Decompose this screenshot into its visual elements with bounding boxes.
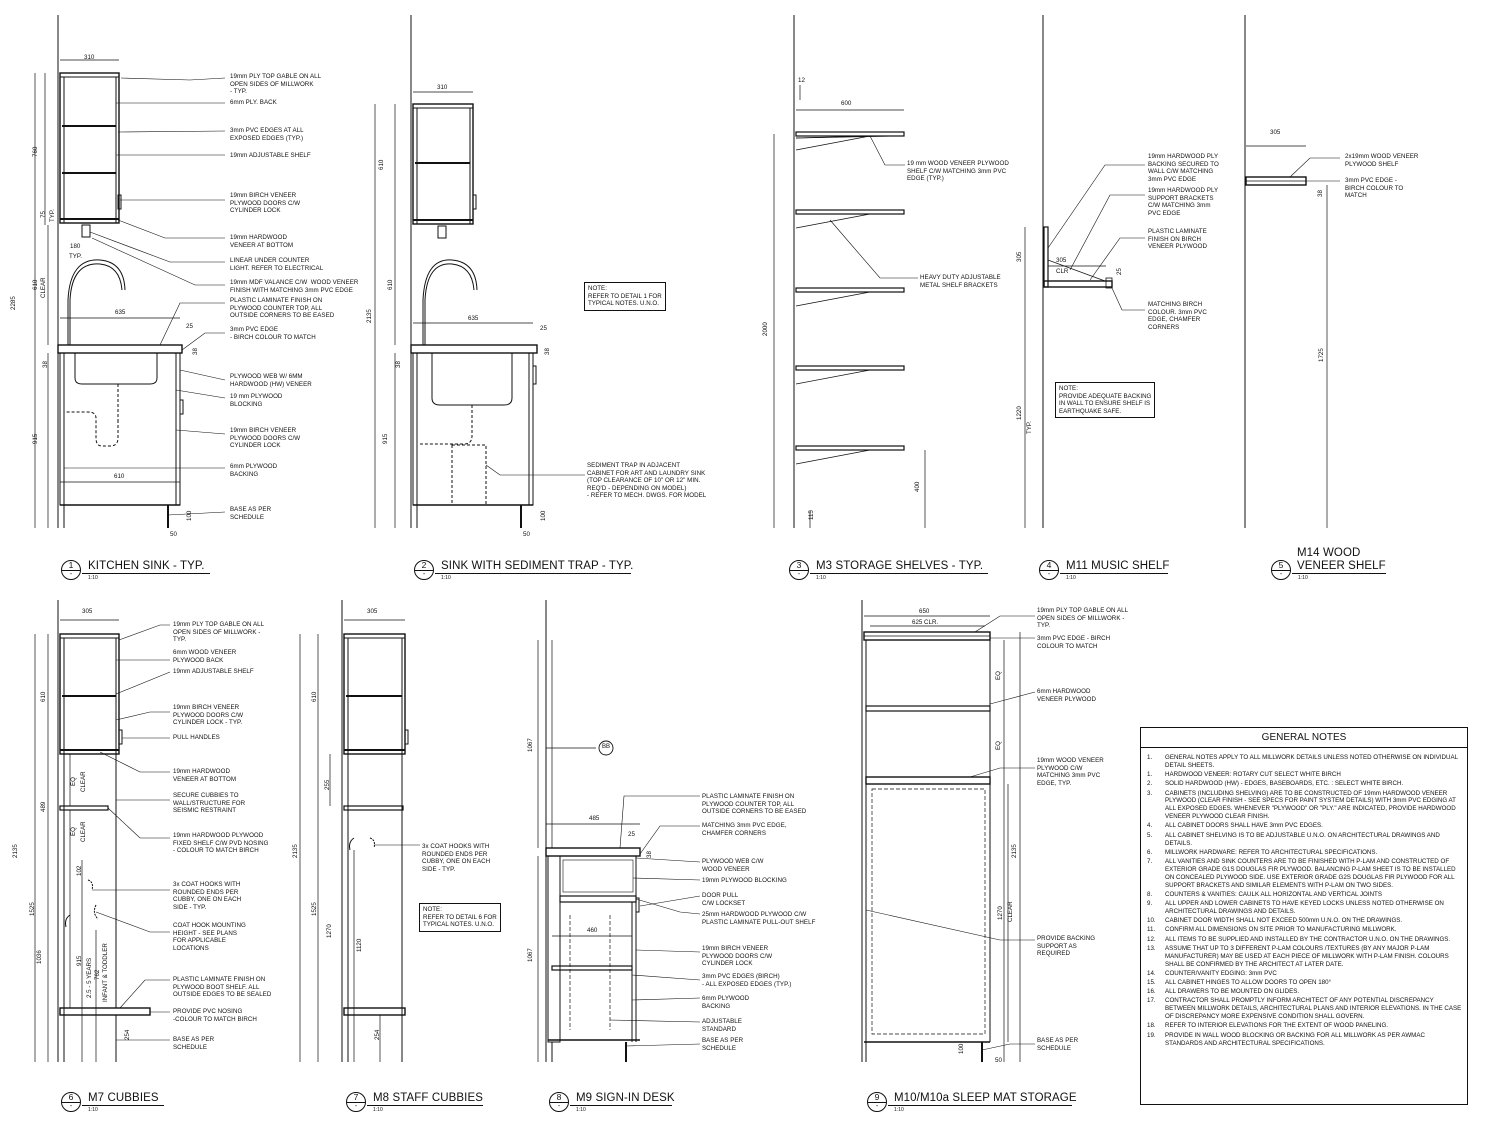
general-note-number: 1. xyxy=(1147,771,1153,779)
detail-7-note: NOTE: REFER TO DETAIL 6 FOR TYPICAL NOTES. U.N.O. xyxy=(419,903,501,932)
detail-1-drawing xyxy=(35,15,225,528)
general-note-number: 1. xyxy=(1147,754,1153,761)
annotation: 19mm MDF VALANCE C/W WOOD VENEER FINISH WITH MATCHING 3mm PVC EDGE xyxy=(230,279,359,294)
dimension: 2.5 - 5 YEARS xyxy=(86,957,93,998)
dimension: 1725 xyxy=(1318,348,1325,362)
dimension: 38 xyxy=(646,851,653,858)
sheet-reference: - xyxy=(797,571,801,578)
dimension: EQ xyxy=(995,741,1002,750)
dimension: TYP. xyxy=(1026,421,1033,434)
general-note-number: 8. xyxy=(1147,890,1153,898)
annotation: BASE AS PER SCHEDULE xyxy=(702,1037,744,1052)
annotation: PLYWOOD WEB C/W WOOD VENEER xyxy=(702,858,764,873)
general-note-item xyxy=(1147,858,1463,890)
detail-3-drawing xyxy=(774,15,925,528)
general-note-item xyxy=(1147,822,1463,830)
detail-2-number-bubble xyxy=(414,560,434,580)
general-note-item xyxy=(1147,936,1463,944)
general-note-number: 3. xyxy=(1147,789,1153,797)
annotation: 19mm WOOD VENEER PLYWOOD C/W MATCHING 3mm PVC EDGE, TYP. xyxy=(1037,757,1104,787)
detail-4-number-bubble xyxy=(1039,560,1059,580)
detail-2-note: NOTE: REFER TO DETAIL 1 FOR TYPICAL NOTES. U.N.O. xyxy=(584,282,666,311)
annotation: SECURE CUBBIES TO WALL/STRUCTURE FOR SEISMIC RESTRAINT xyxy=(173,792,246,814)
annotation: PLASTIC LAMINATE FINISH ON BIRCH VENEER PLYWOOD xyxy=(1148,228,1208,250)
detail-number: 3 xyxy=(790,561,808,571)
dimension: 2135 xyxy=(366,309,373,323)
annotation: 19mm PLY TOP GABLE ON ALL OPEN SIDES OF MILLWORK - TYP. xyxy=(230,73,322,95)
general-note-item xyxy=(1147,780,1463,788)
annotation: 19mm HARDWOOD PLY BACKING SECURED TO WALL C/W MATCHING 3mm PVC EDGE xyxy=(1148,153,1219,183)
detail-title: M10/M10a SLEEP MAT STORAGE xyxy=(894,1092,1077,1104)
dimension: 25 xyxy=(186,323,193,330)
general-note-text: PROVIDE IN WALL WOOD BLOCKING OR BACKING FOR ALL MILLWORK AS PER AWMAC STANDARDS AND ARCHITECTURAL SPECIFICATIONS. xyxy=(1165,1031,1425,1047)
detail-9-drawing xyxy=(862,600,1035,1062)
general-note-text: ALL CABINET DOORS SHALL HAVE 3mm PVC EDGES. xyxy=(1165,822,1323,830)
dimension: CLR xyxy=(1056,268,1069,275)
dimension: 1270 xyxy=(997,906,1004,920)
general-note-number: 13. xyxy=(1147,944,1156,952)
detail-scale: 1:10 xyxy=(1298,575,1308,581)
general-note-text: ALL CABINET SHELVING IS TO BE ADJUSTABLE U.N.O. ON ARCHITECTURAL DRAWINGS AND DETAILS. xyxy=(1165,831,1440,847)
dimension: TYP. xyxy=(49,209,56,222)
annotation: 19mm BIRCH VENEER PLYWOOD DOORS C/W CYLINDER LOCK xyxy=(230,192,301,214)
annotation: 6mm PLYWOOD BACKING xyxy=(702,995,750,1010)
annotation: COAT HOOK MOUNTING HEIGHT - SEE PLANS FOR APPLICABLE LOCATIONS xyxy=(173,922,246,952)
title-underline xyxy=(570,1105,672,1106)
detail-number: 7 xyxy=(347,1093,365,1103)
general-note-item xyxy=(1147,849,1463,857)
general-note-number: 12. xyxy=(1147,935,1156,943)
detail-2-drawing xyxy=(375,15,585,528)
title-underline xyxy=(82,1105,164,1106)
sheet-reference: - xyxy=(557,1103,561,1110)
dimension: 100 xyxy=(958,1043,965,1054)
title-underline xyxy=(1060,573,1168,574)
annotation: BASE AS PER SCHEDULE xyxy=(1037,1037,1079,1052)
annotation: BASE AS PER SCHEDULE xyxy=(173,1036,215,1051)
annotation: ADJUSTABLE STANDARD xyxy=(702,1018,742,1033)
dimension: 254 xyxy=(124,1029,131,1040)
dimension: EQ xyxy=(70,827,77,836)
annotation: PLASTIC LAMINATE FINISH ON PLYWOOD BOOT SHELF. ALL OUTSIDE EDGES TO BE SEALED xyxy=(173,976,272,998)
detail-number: 8 xyxy=(550,1093,568,1103)
dimension: CLEAR xyxy=(80,771,87,792)
detail-6-number-bubble xyxy=(61,1092,81,1112)
title-underline xyxy=(810,573,988,574)
general-note-text: REFER TO INTERIOR ELEVATIONS FOR THE EXTENT OF WOOD PANELING. xyxy=(1165,1022,1389,1030)
general-note-item xyxy=(1147,979,1463,987)
annotation: 19mm HARDWOOD VENEER AT BOTTOM xyxy=(173,768,237,783)
bubble-reference-bb: BB xyxy=(602,744,611,750)
title-underline xyxy=(82,573,210,574)
general-note-item xyxy=(1147,970,1463,978)
detail-number: 4 xyxy=(1040,561,1058,571)
dimension: 610 xyxy=(387,279,394,290)
dimension: 38 xyxy=(544,348,551,355)
annotation: 3x COAT HOOKS WITH ROUNDED ENDS PER CUBBY, ONE ON EACH SIDE - TYP. xyxy=(173,881,242,911)
general-note-number: 18. xyxy=(1147,1022,1156,1030)
dimension: 400 xyxy=(914,481,921,492)
detail-scale: 1:10 xyxy=(88,1107,98,1113)
dimension: EQ xyxy=(995,671,1002,680)
dimension: CLEAR xyxy=(80,821,87,842)
detail-title: M3 STORAGE SHELVES - TYP. xyxy=(816,560,984,572)
dimension: 625 CLR. xyxy=(912,619,939,626)
dimension: 610 xyxy=(311,691,318,702)
dimension: 610 xyxy=(114,473,125,480)
dimension: 25 xyxy=(540,325,547,332)
detail-title: SINK WITH SEDIMENT TRAP - TYP. xyxy=(441,560,634,572)
title-underline xyxy=(367,1105,483,1106)
general-notes-panel xyxy=(1140,727,1468,1105)
dimension: TYP. xyxy=(69,253,82,260)
detail-4-drawing xyxy=(1025,15,1145,528)
dimension: 75 xyxy=(40,211,47,218)
detail-8-drawing xyxy=(538,600,700,1062)
annotation: MATCHING BIRCH COLOUR. 3mm PVC EDGE, CHAMFER CORNERS xyxy=(1148,301,1207,331)
annotation: 6mm HARDWOOD VENEER PLYWOOD xyxy=(1037,688,1097,703)
dimension: INFANT & TODDLER xyxy=(102,943,109,1002)
annotation: HEAVY DUTY ADJUSTABLE METAL SHELF BRACKETS xyxy=(920,274,1001,289)
detail-title-line-1: M14 WOOD xyxy=(1297,547,1361,559)
general-note-number: 15. xyxy=(1147,979,1156,987)
dimension: 100 xyxy=(540,510,547,521)
general-note-number: 7. xyxy=(1147,857,1153,865)
general-note-number: 10. xyxy=(1147,917,1156,925)
annotation: 19 mm PLYWOOD BLOCKING xyxy=(230,393,283,408)
dimension: 305 xyxy=(82,608,93,615)
general-note-number: 9. xyxy=(1147,900,1153,908)
general-note-number: 14. xyxy=(1147,969,1156,977)
dimension: 2000 xyxy=(762,322,769,336)
dimension: 915 xyxy=(76,955,83,966)
dimension: 310 xyxy=(437,84,448,91)
general-note-text: ALL UPPER AND LOWER CABINETS TO HAVE KEYED LOCKS UNLESS NOTED OTHERWISE ON ARCHITECTURAL DRAWINGS AND DETAILS. xyxy=(1165,900,1444,915)
general-note-number: 6. xyxy=(1147,848,1153,856)
general-note-item xyxy=(1147,1022,1463,1030)
dimension: 600 xyxy=(841,100,852,107)
annotation: 19mm HARDWOOD PLYWOOD FIXED SHELF C/W PVD NOSING - COLOUR TO MATCH BIRCH xyxy=(173,832,269,854)
detail-scale: 1:10 xyxy=(88,575,98,581)
annotation: 6mm PLYWOOD BACKING xyxy=(230,463,278,478)
general-note-item xyxy=(1147,1032,1463,1048)
annotation: MATCHING 3mm PVC EDGE, CHAMFER CORNERS xyxy=(702,822,787,837)
sheet-reference: - xyxy=(1279,571,1283,578)
annotation: BASE AS PER SCHEDULE xyxy=(230,506,272,521)
dimension: 489 xyxy=(40,801,47,812)
detail-number: 5 xyxy=(1272,561,1290,571)
detail-9-number-bubble xyxy=(867,1092,887,1112)
general-note-text: CONFIRM ALL DIMENSIONS ON SITE PRIOR TO MANUFACTURING MILLWORK. xyxy=(1165,926,1397,934)
general-note-number: 5. xyxy=(1147,831,1153,839)
general-note-number: 4. xyxy=(1147,822,1153,830)
dimension: 305 xyxy=(1270,129,1281,136)
general-note-text: COUNTERS & VANITIES: CAULK ALL HORIZONTAL AND VERTICAL JOINTS xyxy=(1165,890,1382,898)
general-notes-list xyxy=(1141,754,1467,1047)
detail-number: 6 xyxy=(62,1093,80,1103)
title-underline xyxy=(888,1105,1072,1106)
dimension: EQ xyxy=(70,777,77,786)
detail-scale: 1:10 xyxy=(816,575,826,581)
dimension: 25 xyxy=(628,831,635,838)
annotation: 19mm HARDWOOD VENEER AT BOTTOM xyxy=(230,234,294,249)
dimension: 635 xyxy=(115,309,126,316)
dimension: 1525 xyxy=(29,902,36,916)
general-note-item xyxy=(1147,926,1463,934)
annotation: 19mm HARDWOOD PLY SUPPORT BRACKETS C/W MATCHING 3mm PVC EDGE xyxy=(1148,187,1219,217)
detail-title: M8 STAFF CUBBIES xyxy=(373,1092,484,1104)
dimension: 50 xyxy=(995,1057,1002,1064)
general-note-item xyxy=(1147,754,1463,770)
dimension: 485 xyxy=(589,815,600,822)
general-note-item xyxy=(1147,771,1463,779)
detail-scale: 1:10 xyxy=(1066,575,1076,581)
general-note-text: HARDWOOD VENEER: ROTARY CUT SELECT WHITE BIRCH xyxy=(1165,771,1341,779)
detail-number: 2 xyxy=(415,561,433,571)
general-note-text: CONTRACTOR SHALL PROMPTLY INFORM ARCHITECT OF ANY POTENTIAL DISCREPANCY BETWEEN MILLWORK DETAILS, ARCHITECTURAL PLANS AND INTERIOR ELEVATIONS. IN THE CASE OF DISCREPANCY MORE EXPENSIVE CONDITION SHALL GOVERN. xyxy=(1165,997,1462,1021)
general-note-number: 2. xyxy=(1147,780,1153,788)
general-note-item xyxy=(1147,945,1463,969)
general-note-item xyxy=(1147,900,1463,916)
dimension: 635 xyxy=(468,315,479,322)
dimension: 650 xyxy=(919,608,930,615)
general-note-number: 17. xyxy=(1147,997,1156,1005)
detail-title: M7 CUBBIES xyxy=(88,1092,159,1104)
general-note-text: SOLID HARDWOOD (HW) - EDGES, BASEBOARDS, ETC. : SELECT WHITE BIRCH. xyxy=(1165,780,1404,788)
dimension: 1036 xyxy=(36,950,43,964)
dimension: 1270 xyxy=(326,924,333,938)
annotation: 3mm PVC EDGE - BIRCH COLOUR TO MATCH xyxy=(230,326,316,341)
general-note-text: GENERAL NOTES APPLY TO ALL MILLWORK DETAILS UNLESS NOTED OTHERWISE ON INDIVIDUAL DETAIL SHEETS. xyxy=(1165,754,1458,769)
general-note-item xyxy=(1147,790,1463,822)
dimension: 610 xyxy=(32,279,39,290)
dimension: 915 xyxy=(382,433,389,444)
dimension: 310 xyxy=(84,54,95,61)
detail-scale: 1:10 xyxy=(894,1107,904,1113)
annotation: 6mm PLY. BACK xyxy=(230,99,277,106)
annotation: PLASTIC LAMINATE FINISH ON PLYWOOD COUNTER TOP, ALL OUTSIDE CORNERS TO BE EASED xyxy=(702,793,807,815)
dimension: CLEAR xyxy=(40,277,47,298)
dimension: 305 xyxy=(1016,251,1023,262)
detail-scale: 1:10 xyxy=(576,1107,586,1113)
annotation: LINEAR UNDER COUNTER LIGHT. REFER TO ELECTRICAL xyxy=(230,257,324,272)
general-note-text: CABINETS (INCLUDING SHELVING) ARE TO BE CONSTRUCTED OF 19mm HARDWOOD VENEER PLYWOOD (CLEAR FINISH - SEE SPECS FOR PAINT SYSTEM DETAILS) WITH 3mm PVC EDGING AT ALL EXPOSED EDGES. WHENEVER "PLYWOOD" OR "PLY." ARE INDICATED, PROVIDE HARDWOOD VENEER PLYWOOD CLEAR FINISH. xyxy=(1165,789,1456,821)
dimension: 1220 xyxy=(1016,406,1023,420)
dimension: 460 xyxy=(587,927,598,934)
annotation: PULL HANDLES xyxy=(173,734,220,741)
dimension: 1067 xyxy=(527,738,534,752)
dimension: 254 xyxy=(374,1029,381,1040)
dimension: 50 xyxy=(170,531,177,538)
dimension: 50 xyxy=(523,531,530,538)
dimension: 760 xyxy=(32,146,39,157)
dimension: 1120 xyxy=(356,938,363,952)
detail-3-number-bubble xyxy=(789,560,809,580)
detail-4-note: NOTE: PROVIDE ADEQUATE BACKING IN WALL TO ENSURE SHELF IS EARTHQUAKE SAFE. xyxy=(1055,382,1155,418)
dimension: 305 xyxy=(367,608,378,615)
general-note-item xyxy=(1147,997,1463,1021)
annotation: PROVIDE PVC NOSING -COLOUR TO MATCH BIRCH xyxy=(173,1008,257,1023)
general-note-text: ASSUME THAT UP TO 3 DIFFERENT P-LAM COLOURS /TEXTURES (BY ANY MAJOR P-LAM MANUFACTURER) MAY BE USED AT EACH PIECE OF MILLWORK WITH P-LAM FINISH. COLOURS SHALL BE CONFIRMED BY THE ARCHITECT AT LATER DATE. xyxy=(1165,944,1449,968)
dimension: 2135 xyxy=(12,844,19,858)
general-note-item xyxy=(1147,988,1463,996)
dimension: 2285 xyxy=(10,296,17,310)
detail-1-number-bubble xyxy=(61,560,81,580)
sheet-reference: - xyxy=(69,571,73,578)
annotation: 19mm PLY TOP GABLE ON ALL OPEN SIDES OF MILLWORK - TYP. xyxy=(1037,607,1129,629)
dimension: 762 xyxy=(94,969,101,980)
annotation: 19mm BIRCH VENEER PLYWOOD DOORS C/W CYLINDER LOCK xyxy=(702,945,773,967)
dimension: 115 xyxy=(808,510,815,520)
annotation: 6mm WOOD VENEER PLYWOOD BACK xyxy=(173,649,237,664)
annotation: 3x COAT HOOKS WITH ROUNDED ENDS PER CUBBY, ONE ON EACH SIDE - TYP. xyxy=(422,843,491,873)
annotation: 3mm PVC EDGE - BIRCH COLOUR TO MATCH xyxy=(1037,635,1111,650)
general-note-item xyxy=(1147,917,1463,925)
general-note-text: MILLWORK HARDWARE: REFER TO ARCHITECTURAL SPECIFICATIONS. xyxy=(1165,848,1378,856)
general-notes-title: GENERAL NOTES xyxy=(1141,728,1467,748)
general-note-item xyxy=(1147,891,1463,899)
general-note-number: 16. xyxy=(1147,988,1156,996)
annotation: DOOR PULL C/W LOCKSET xyxy=(702,892,746,907)
dimension: 305 xyxy=(1056,257,1067,264)
dimension: 255 xyxy=(324,779,331,790)
annotation: 19mm BIRCH VENEER PLYWOOD DOORS C/W CYLINDER LOCK xyxy=(230,427,301,449)
annotation: 19 mm WOOD VENEER PLYWOOD SHELF C/W MATCHING 3mm PVC EDGE (TYP.) xyxy=(907,160,1009,182)
general-note-number: 11. xyxy=(1147,926,1156,934)
annotation: 19mm PLYWOOD BLOCKING xyxy=(702,877,787,884)
annotation: PLYWOOD WEB W/ 6MM HARDWOOD (HW) VENEER xyxy=(230,373,312,388)
detail-scale: 1:10 xyxy=(441,575,451,581)
detail-7-drawing xyxy=(300,600,420,1062)
general-note-text: ALL CABINET HINGES TO ALLOW DOORS TO OPEN 180° xyxy=(1165,979,1332,987)
detail-title-line-2: VENEER SHELF xyxy=(1297,560,1386,572)
dimension: 38 xyxy=(395,361,402,368)
annotation: 3mm PVC EDGES (BIRCH) - ALL EXPOSED EDGES (TYP.) xyxy=(702,973,792,988)
annotation: 19mm ADJUSTABLE SHELF xyxy=(230,152,311,159)
detail-8-number-bubble xyxy=(549,1092,569,1112)
sheet-reference: - xyxy=(69,1103,73,1110)
annotation: 3mm PVC EDGE - BIRCH COLOUR TO MATCH xyxy=(1345,177,1404,199)
annotation: SEDIMENT TRAP IN ADJACENT CABINET FOR ART AND LAUNDRY SINK (TOP CLEARANCE OF 10" OR 12" MIN. REQ'D - DEPENDING ON MODEL) - REFER TO MECH. DWGS. FOR MODEL xyxy=(587,462,707,499)
general-note-text: ALL VANITIES AND SINK COUNTERS ARE TO BE FINISHED WITH P-LAM AND CONSTRUCTED OF EXTERIOR GRADE G1S DOUGLAS FIR PLYWOOD. BALANCING P-LAM SHEET IS TO BE INSTALLED ON CONCEALED PLYWOOD SIDE. USE EXTERIOR GRADE G2S DOUGLAS FIR PLYWOOD FOR ALL SUPPORT BRACKETS AND SIMILAR ELEMENTS WITH P-LAM ON TWO SIDES. xyxy=(1165,857,1456,889)
annotation: 19mm ADJUSTABLE SHELF xyxy=(173,668,254,675)
dimension: 102 xyxy=(76,865,83,876)
detail-5-number-bubble xyxy=(1271,560,1291,580)
dimension: 1067 xyxy=(527,948,534,962)
dimension: 2135 xyxy=(1011,844,1018,858)
dimension: CLEAR xyxy=(1007,901,1014,922)
dimension: 38 xyxy=(192,348,199,355)
detail-scale: 1:10 xyxy=(373,1107,383,1113)
dimension: 38 xyxy=(42,361,49,368)
detail-title: M11 MUSIC SHELF xyxy=(1066,560,1170,572)
title-underline xyxy=(435,573,631,574)
detail-number: 9 xyxy=(868,1093,886,1103)
annotation: 19mm PLY TOP GABLE ON ALL OPEN SIDES OF MILLWORK - TYP. xyxy=(173,621,265,643)
annotation: PROVIDE BACKING SUPPORT AS REQUIRED xyxy=(1037,935,1096,957)
general-note-number: 19. xyxy=(1147,1031,1156,1039)
general-note-text: CABINET DOOR WIDTH SHALL NOT EXCEED 500mm U.N.O. ON THE DRAWINGS. xyxy=(1165,917,1403,925)
dimension: 610 xyxy=(40,691,47,702)
dimension: 12 xyxy=(798,77,805,84)
sheet-reference: - xyxy=(354,1103,358,1110)
general-note-item xyxy=(1147,832,1463,848)
detail-title: KITCHEN SINK - TYP. xyxy=(88,560,205,572)
dimension: 1525 xyxy=(311,902,318,916)
dimension: 610 xyxy=(378,159,385,170)
annotation: 3mm PVC EDGES AT ALL EXPOSED EDGES (TYP.) xyxy=(230,127,304,142)
detail-number: 1 xyxy=(62,561,80,571)
general-note-text: ALL ITEMS TO BE SUPPLIED AND INSTALLED BY THE CONTRACTOR U.N.O. ON THE DRAWINGS. xyxy=(1165,935,1451,943)
title-underline xyxy=(1292,573,1386,574)
dimension: 915 xyxy=(32,433,39,444)
general-note-text: ALL DRAWERS TO BE MOUNTED ON GLIDES. xyxy=(1165,988,1300,996)
dimension: 2135 xyxy=(292,844,299,858)
annotation: 25mm HARDWOOD PLYWOOD C/W PLASTIC LAMINATE PULL-OUT SHELF xyxy=(702,911,816,926)
sheet-reference: - xyxy=(1047,571,1051,578)
dimension: 100 xyxy=(186,510,193,521)
dimension: 25 xyxy=(1116,268,1123,275)
sheet-reference: - xyxy=(422,571,426,578)
sheet-reference: - xyxy=(875,1103,879,1110)
detail-5-drawing xyxy=(1245,15,1340,528)
annotation: 2x19mm WOOD VENEER PLYWOOD SHELF xyxy=(1345,153,1419,168)
detail-7-number-bubble xyxy=(346,1092,366,1112)
dimension: 180 xyxy=(70,243,81,250)
annotation: PLASTIC LAMINATE FINISH ON PLYWOOD COUNTER TOP, ALL OUTSIDE CORNERS TO BE EASED xyxy=(230,297,335,319)
annotation: 19mm BIRCH VENEER PLYWOOD DOORS C/W CYLINDER LOCK - TYP. xyxy=(173,704,244,726)
general-note-text: COUNTER/VANITY EDGING: 3mm PVC xyxy=(1165,969,1277,977)
dimension: 38 xyxy=(1317,190,1324,197)
detail-title: M9 SIGN-IN DESK xyxy=(576,1092,675,1104)
